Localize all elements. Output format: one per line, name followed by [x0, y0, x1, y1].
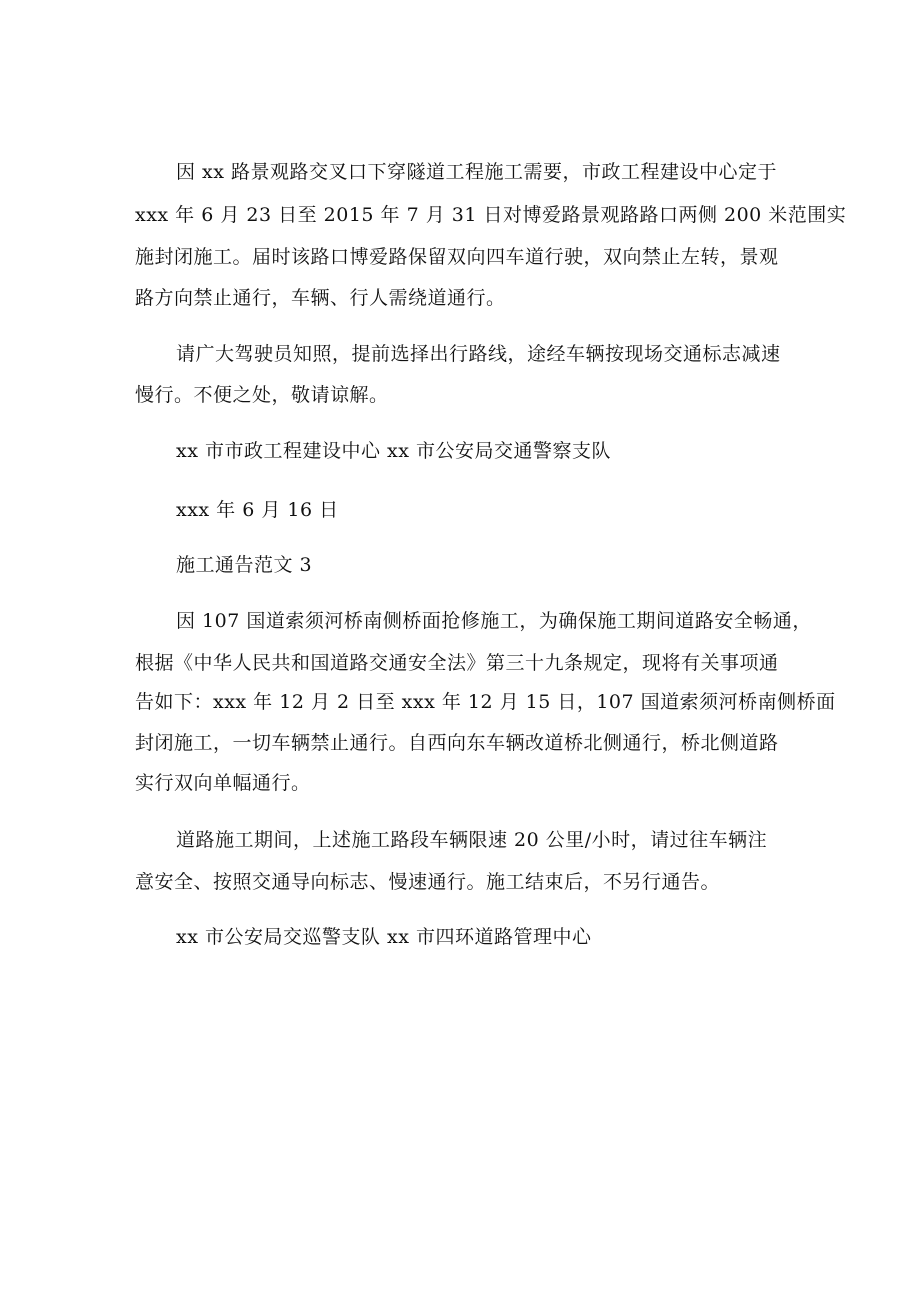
paragraph-1-line-3: 施封闭施工。届时该路口博爱路保留双向四车道行驶，双向禁止左转，景观 — [135, 246, 779, 268]
signature-1: xx 市市政工程建设中心 xx 市公安局交通警察支队 — [176, 440, 611, 462]
paragraph-2-line-1: 请广大驾驶员知照，提前选择出行路线，途经车辆按现场交通标志减速 — [176, 343, 781, 365]
paragraph-1-line-2: xxx 年 6 月 23 日至 2015 年 7 月 31 日对博爱路景观路路口两侧 200 米范围实 — [135, 204, 847, 226]
signature-2: xx 市公安局交巡警支队 xx 市四环道路管理中心 — [176, 926, 592, 948]
paragraph-3-line-2: 根据《中华人民共和国道路交通安全法》第三十九条规定，现将有关事项通 — [135, 652, 779, 674]
paragraph-2-line-2: 慢行。不便之处，敬请谅解。 — [135, 384, 389, 406]
section-title: 施工通告范文 3 — [176, 554, 313, 576]
paragraph-3-line-3: 告如下：xxx 年 12 月 2 日至 xxx 年 12 月 15 日，107 国道索须河桥南侧桥面 — [135, 691, 836, 713]
paragraph-3-line-1: 因 107 国道索须河桥南侧桥面抢修施工，为确保施工期间道路安全畅通， — [176, 610, 812, 632]
paragraph-4-line-1: 道路施工期间，上述施工路段车辆限速 20 公里/小时，请过往车辆注 — [176, 829, 768, 851]
paragraph-1-line-1: 因 xx 路景观路交叉口下穿隧道工程施工需要，市政工程建设中心定于 — [176, 161, 778, 183]
paragraph-3-line-4: 封闭施工，一切车辆禁止通行。自西向东车辆改道桥北侧通行，桥北侧道路 — [135, 732, 779, 754]
paragraph-1-line-4: 路方向禁止通行，车辆、行人需绕道通行。 — [135, 287, 506, 309]
date-1: xxx 年 6 月 16 日 — [176, 499, 339, 521]
paragraph-4-line-2: 意安全、按照交通导向标志、慢速通行。施工结束后，不另行通告。 — [135, 871, 721, 893]
paragraph-3-line-5: 实行双向单幅通行。 — [135, 772, 311, 794]
